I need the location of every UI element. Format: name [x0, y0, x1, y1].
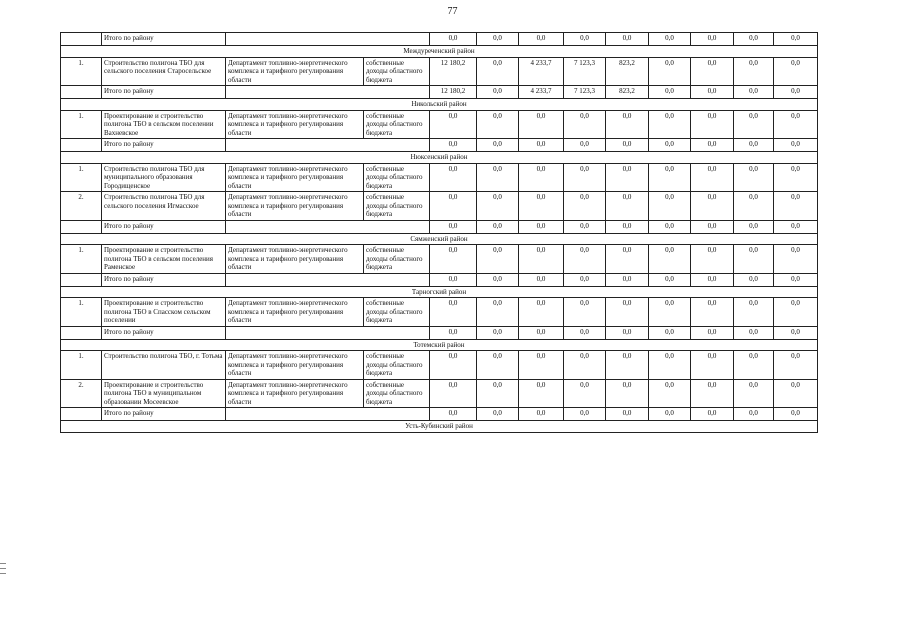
executor-name: Департамент топливно-энергетического комплекса и тарифного регулирования области [226, 192, 364, 221]
activity-name: Проектирование и строительство полигона ТБО в муниципальном образовании Мосеевское [102, 379, 226, 408]
total-value-cell: 0,0 [774, 326, 818, 339]
total-value-cell: 0,0 [774, 273, 818, 286]
total-value-cell: 0,0 [477, 220, 519, 233]
total-value-cell: 0,0 [734, 408, 774, 421]
total-spacer [61, 220, 102, 233]
total-value-cell: 0,0 [477, 408, 519, 421]
value-cell: 0,0 [477, 351, 519, 380]
total-value-cell: 0,0 [649, 326, 691, 339]
value-cell: 0,0 [774, 298, 818, 327]
value-cell: 0,0 [564, 192, 606, 221]
total-value-cell: 0,0 [691, 33, 734, 46]
value-cell: 0,0 [734, 57, 774, 86]
total-value-cell: 0,0 [691, 86, 734, 99]
value-cell: 0,0 [519, 351, 564, 380]
value-cell: 0,0 [691, 379, 734, 408]
total-value-cell: 0,0 [606, 220, 649, 233]
total-value-cell: 0,0 [430, 220, 477, 233]
table-row [61, 245, 818, 274]
total-value-cell: 0,0 [477, 326, 519, 339]
total-value-cell: 0,0 [477, 86, 519, 99]
value-cell: 0,0 [519, 298, 564, 327]
executor-name: Департамент топливно-энергетического комплекса и тарифного регулирования области [226, 163, 364, 192]
table-row [61, 379, 818, 408]
total-value-cell: 0,0 [649, 86, 691, 99]
district-name: Тотемский район [61, 339, 818, 351]
total-value-cell: 0,0 [649, 273, 691, 286]
value-cell: 0,0 [430, 163, 477, 192]
value-cell: 0,0 [691, 192, 734, 221]
total-value-cell: 0,0 [774, 220, 818, 233]
value-cell: 0,0 [564, 245, 606, 274]
total-spacer [61, 326, 102, 339]
total-value-cell: 0,0 [519, 139, 564, 152]
total-value-cell: 0,0 [734, 326, 774, 339]
value-cell: 0,0 [606, 245, 649, 274]
district-total-row [61, 326, 818, 339]
value-cell: 0,0 [564, 163, 606, 192]
total-spacer [226, 86, 430, 99]
value-cell: 0,0 [774, 163, 818, 192]
total-spacer [61, 408, 102, 421]
district-name: Нюксенский район [61, 152, 818, 164]
total-label: Итого по району [102, 86, 226, 99]
total-value-cell: 0,0 [477, 273, 519, 286]
total-value-cell: 0,0 [430, 33, 477, 46]
value-cell: 0,0 [430, 379, 477, 408]
value-cell: 0,0 [734, 379, 774, 408]
value-cell: 0,0 [477, 298, 519, 327]
value-cell: 0,0 [564, 110, 606, 139]
value-cell: 0,0 [649, 245, 691, 274]
value-cell: 0,0 [519, 163, 564, 192]
total-value-cell: 0,0 [774, 33, 818, 46]
activity-name: Строительство полигона ТБО для сельского поселения Старосельское [102, 57, 226, 86]
district-header-row [61, 99, 818, 111]
value-cell: 0,0 [734, 192, 774, 221]
value-cell: 0,0 [606, 298, 649, 327]
value-cell: 0,0 [774, 110, 818, 139]
funding-source: собственные доходы областного бюджета [364, 192, 430, 221]
total-value-cell: 0,0 [477, 33, 519, 46]
district-total-row [61, 220, 818, 233]
table-row [61, 298, 818, 327]
page-number: 77 [447, 6, 458, 17]
executor-name: Департамент топливно-энергетического комплекса и тарифного регулирования области [226, 379, 364, 408]
row-number: 1. [61, 163, 102, 192]
activity-name: Проектирование и строительство полигона ТБО в сельском поселении Вахневское [102, 110, 226, 139]
total-value-cell: 823,2 [606, 86, 649, 99]
value-cell: 0,0 [606, 351, 649, 380]
total-value-cell: 0,0 [691, 273, 734, 286]
value-cell: 0,0 [430, 192, 477, 221]
value-cell: 0,0 [477, 245, 519, 274]
value-cell: 0,0 [649, 110, 691, 139]
table-row [61, 351, 818, 380]
value-cell: 0,0 [734, 351, 774, 380]
value-cell: 0,0 [734, 110, 774, 139]
value-cell: 0,0 [564, 298, 606, 327]
funding-source: собственные доходы областного бюджета [364, 298, 430, 327]
binder-mark [0, 573, 6, 574]
value-cell: 0,0 [649, 351, 691, 380]
funding-source: собственные доходы областного бюджета [364, 379, 430, 408]
total-value-cell: 0,0 [774, 408, 818, 421]
total-value-cell: 0,0 [519, 273, 564, 286]
executor-name: Департамент топливно-энергетического комплекса и тарифного регулирования областн [226, 351, 364, 380]
total-value-cell: 0,0 [430, 408, 477, 421]
total-value-cell: 0,0 [606, 408, 649, 421]
total-spacer [226, 326, 430, 339]
total-value-cell: 0,0 [519, 33, 564, 46]
total-value-cell: 4 233,7 [519, 86, 564, 99]
value-cell: 0,0 [649, 163, 691, 192]
row-number: 1. [61, 351, 102, 380]
value-cell: 823,2 [606, 57, 649, 86]
value-cell: 0,0 [430, 110, 477, 139]
total-value-cell: 0,0 [564, 33, 606, 46]
executor-name: Департамент топливно-энергетического комплекса и тарифного регулирования области [226, 57, 364, 86]
total-value-cell: 0,0 [734, 220, 774, 233]
total-value-cell: 0,0 [519, 220, 564, 233]
value-cell: 0,0 [691, 298, 734, 327]
executor-name: Департамент топливно-энергетического комплекса и тарифного регулирования области [226, 245, 364, 274]
funding-source: собственные доходы областного бюджета [364, 351, 430, 380]
funding-source: собственные доходы областного бюджета [364, 110, 430, 139]
value-cell: 0,0 [606, 163, 649, 192]
total-spacer [226, 408, 430, 421]
value-cell: 0,0 [649, 57, 691, 86]
total-value-cell: 0,0 [691, 326, 734, 339]
value-cell: 0,0 [691, 57, 734, 86]
total-value-cell: 7 123,3 [564, 86, 606, 99]
total-value-cell: 0,0 [774, 139, 818, 152]
value-cell: 0,0 [774, 57, 818, 86]
district-total-row [61, 273, 818, 286]
total-value-cell: 0,0 [649, 220, 691, 233]
value-cell: 0,0 [649, 379, 691, 408]
total-value-cell: 0,0 [734, 33, 774, 46]
total-value-cell: 0,0 [691, 408, 734, 421]
value-cell: 0,0 [477, 192, 519, 221]
value-cell: 0,0 [774, 351, 818, 380]
total-value-cell: 0,0 [430, 139, 477, 152]
total-value-cell: 0,0 [606, 139, 649, 152]
value-cell: 0,0 [430, 245, 477, 274]
district-total-row [61, 33, 818, 46]
total-value-cell: 0,0 [649, 408, 691, 421]
total-value-cell: 0,0 [691, 220, 734, 233]
funding-source: собственные доходы областного бюджета [364, 163, 430, 192]
total-spacer [226, 33, 430, 46]
value-cell: 0,0 [606, 379, 649, 408]
district-header-row [61, 46, 818, 58]
total-value-cell: 0,0 [519, 408, 564, 421]
total-spacer [61, 273, 102, 286]
total-value-cell: 0,0 [734, 86, 774, 99]
total-spacer [226, 273, 430, 286]
total-value-cell: 0,0 [606, 326, 649, 339]
total-value-cell: 0,0 [564, 273, 606, 286]
row-number: 1. [61, 298, 102, 327]
total-value-cell: 0,0 [734, 139, 774, 152]
value-cell: 12 180,2 [430, 57, 477, 86]
executor-name: Департамент топливно-энергетического комплекса и тарифного регулирования области [226, 298, 364, 327]
executor-name: Департамент топливно-энергетического комплекса и тарифного регулирования области [226, 110, 364, 139]
value-cell: 0,0 [519, 245, 564, 274]
district-name: Тарногский район [61, 286, 818, 298]
total-value-cell: 12 180,2 [430, 86, 477, 99]
total-value-cell: 0,0 [564, 139, 606, 152]
activity-name: Строительство полигона ТБО, г. Тотьма [102, 351, 226, 380]
activity-name: Строительство полигона ТБО для муниципального образования Городищенское [102, 163, 226, 192]
total-value-cell: 0,0 [519, 326, 564, 339]
value-cell: 0,0 [564, 379, 606, 408]
total-spacer [61, 33, 102, 46]
value-cell: 0,0 [606, 192, 649, 221]
total-value-cell: 0,0 [564, 408, 606, 421]
district-name: Междуреченский район [61, 46, 818, 58]
total-value-cell: 0,0 [477, 139, 519, 152]
funding-source: собственные доходы областного бюджета [364, 57, 430, 86]
district-header-row [61, 339, 818, 351]
total-value-cell: 0,0 [606, 33, 649, 46]
value-cell: 0,0 [606, 110, 649, 139]
district-header-row [61, 421, 818, 433]
row-number: 2. [61, 379, 102, 408]
value-cell: 0,0 [430, 298, 477, 327]
value-cell: 0,0 [519, 110, 564, 139]
total-value-cell: 0,0 [606, 273, 649, 286]
value-cell: 0,0 [734, 245, 774, 274]
activity-name: Строительство полигона ТБО для сельского поселения Игмасское [102, 192, 226, 221]
value-cell: 0,0 [649, 192, 691, 221]
value-cell: 7 123,3 [564, 57, 606, 86]
row-number: 1. [61, 245, 102, 274]
activity-name: Проектирование и строительство полигона ТБО в Спасском сельском поселении [102, 298, 226, 327]
value-cell: 0,0 [691, 245, 734, 274]
total-label: Итого по району [102, 220, 226, 233]
table-row [61, 57, 818, 86]
table-row [61, 163, 818, 192]
total-value-cell: 0,0 [649, 139, 691, 152]
total-label: Итого по району [102, 326, 226, 339]
value-cell: 0,0 [774, 245, 818, 274]
table-row [61, 110, 818, 139]
value-cell: 0,0 [649, 298, 691, 327]
district-header-row [61, 286, 818, 298]
funding-source: собственные доходы областного бюджета [364, 245, 430, 274]
total-spacer [61, 139, 102, 152]
district-name: Сямженский район [61, 233, 818, 245]
total-value-cell: 0,0 [649, 33, 691, 46]
total-spacer [226, 220, 430, 233]
total-value-cell: 0,0 [430, 273, 477, 286]
binder-mark [0, 568, 6, 569]
total-label: Итого по району [102, 139, 226, 152]
value-cell: 0,0 [477, 110, 519, 139]
total-value-cell: 0,0 [564, 220, 606, 233]
value-cell: 0,0 [734, 298, 774, 327]
value-cell: 0,0 [430, 351, 477, 380]
value-cell: 0,0 [519, 192, 564, 221]
value-cell: 0,0 [477, 57, 519, 86]
activity-name: Проектирование и строительство полигона ТБО в сельском поселения Раменское [102, 245, 226, 274]
value-cell: 0,0 [691, 351, 734, 380]
district-header-row [61, 233, 818, 245]
total-value-cell: 0,0 [774, 86, 818, 99]
row-number: 1. [61, 110, 102, 139]
value-cell: 0,0 [564, 351, 606, 380]
value-cell: 0,0 [477, 163, 519, 192]
district-header-row [61, 152, 818, 164]
value-cell: 0,0 [734, 163, 774, 192]
total-value-cell: 0,0 [691, 139, 734, 152]
value-cell: 0,0 [519, 379, 564, 408]
value-cell: 0,0 [774, 379, 818, 408]
district-name: Никольский район [61, 99, 818, 111]
total-value-cell: 0,0 [564, 326, 606, 339]
value-cell: 0,0 [691, 110, 734, 139]
table-row [61, 192, 818, 221]
total-value-cell: 0,0 [430, 326, 477, 339]
value-cell: 0,0 [691, 163, 734, 192]
binder-mark [0, 563, 6, 564]
district-total-row [61, 408, 818, 421]
total-label: Итого по району [102, 33, 226, 46]
total-value-cell: 0,0 [734, 273, 774, 286]
row-number: 1. [61, 57, 102, 86]
row-number: 2. [61, 192, 102, 221]
total-label: Итого по району [102, 273, 226, 286]
district-name: Усть-Кубинский район [61, 421, 818, 433]
total-spacer [226, 139, 430, 152]
value-cell: 0,0 [774, 192, 818, 221]
budget-table [60, 32, 818, 433]
district-total-row [61, 86, 818, 99]
district-total-row [61, 139, 818, 152]
value-cell: 4 233,7 [519, 57, 564, 86]
value-cell: 0,0 [477, 379, 519, 408]
total-spacer [61, 86, 102, 99]
total-label: Итого по району [102, 408, 226, 421]
